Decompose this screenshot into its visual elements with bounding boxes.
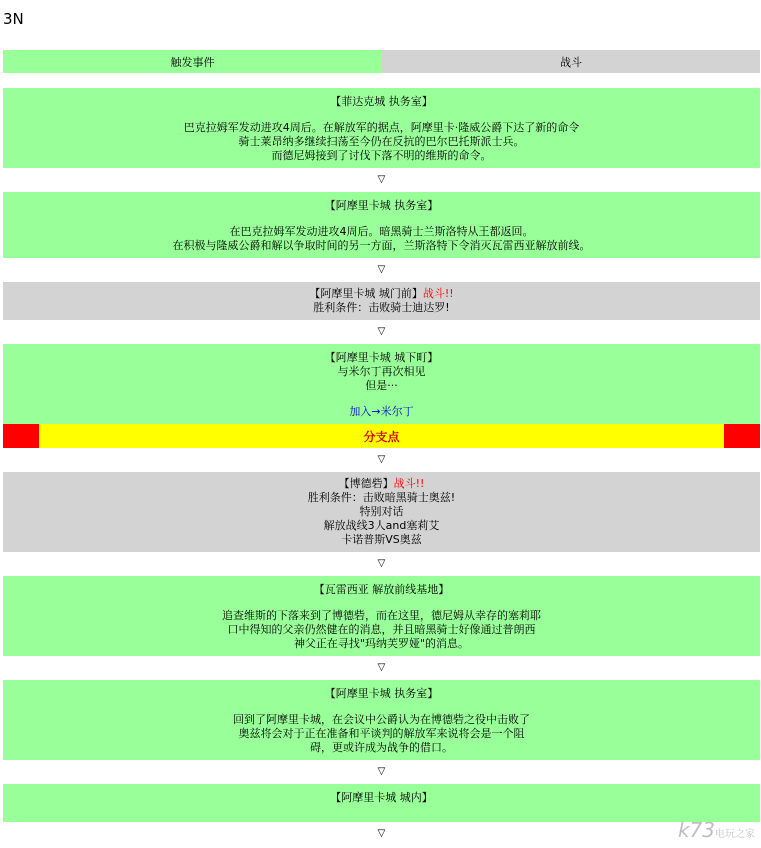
branch-point-bar <box>3 424 760 448</box>
battle-block-bord-fort <box>3 472 760 552</box>
battle-marker: 战斗!! <box>393 477 425 490</box>
event-text-line: 神父正在寻找"玛纳芙罗娅"的消息。 <box>293 637 470 650</box>
event-text-line: 碍，更或许成为战争的借口。 <box>310 741 453 754</box>
victory-condition: 胜利条件：击败暗黑骑士奥兹! <box>307 491 456 504</box>
event-title: 【阿摩里卡城 执务室】 <box>324 687 439 700</box>
event-text-line: 与米尔丁再次相见 <box>337 365 426 378</box>
event-title: 【阿摩里卡城 城下町】 <box>324 351 439 364</box>
event-text-line: 回到了阿摩里卡城，在会议中公爵认为在博德砦之役中击败了 <box>233 713 530 726</box>
event-text-line: 巴克拉姆军发动进攻4周后。在解放军的据点，阿摩里卡·隆威公爵下达了新的命令 <box>183 121 580 134</box>
event-text-line: 在积极与隆威公爵和解以争取时间的另一方面，兰斯洛特下令消灭瓦雷西亚解放前线。 <box>172 239 591 252</box>
page-heading: 3N <box>3 10 24 28</box>
watermark-sub: 电玩之家 <box>715 829 755 840</box>
event-text-line: 追查维斯的下落来到了博德砦，而在这里，德尼姆从幸存的塞莉耶 <box>222 609 541 622</box>
event-text-line: 在巴克拉姆军发动进攻4周后。暗黑骑士兰斯洛特从王都返回。 <box>229 225 534 238</box>
event-title: 【阿摩里卡城 执务室】 <box>324 199 439 212</box>
event-block-fidak-office <box>3 88 760 168</box>
event-title <box>3 287 760 301</box>
event-text-line: 而德尼姆接到了讨伐下落不明的维斯的命令。 <box>271 149 492 162</box>
event-block-amorica-town <box>3 344 760 424</box>
branch-left-marker <box>3 424 39 448</box>
tab-bar <box>3 50 760 73</box>
battle-marker: 战斗!! <box>422 287 454 300</box>
branch-point-label: 分支点 <box>363 429 400 444</box>
event-location: 【阿摩里卡城 城门前】 <box>309 287 423 300</box>
tab-trigger-events[interactable]: 触发事件 <box>3 50 382 73</box>
flow-arrow-icon: ▽ <box>377 174 386 185</box>
flow-arrow-icon: ▽ <box>377 264 386 275</box>
event-title: 【瓦雷西亚 解放前线基地】 <box>313 583 450 596</box>
flow-arrow-icon: ▽ <box>377 454 386 465</box>
victory-condition: 胜利条件：击败骑士迪达罗! <box>313 301 450 314</box>
event-title <box>3 477 760 491</box>
watermark-brand: k73 <box>677 818 715 842</box>
watermark-logo <box>678 818 755 842</box>
event-text-line: 奥兹将会对于正在准备和平谈判的解放军来说将会是一个阻 <box>238 727 525 740</box>
event-text-line: 但是··· <box>365 379 398 392</box>
event-block-amorica-office-2 <box>3 680 760 760</box>
event-text-line: 骑士莱昂纳多继续扫荡至今仍在反抗的巴尔巴托斯派士兵。 <box>238 135 525 148</box>
flow-arrow-icon: ▽ <box>377 766 386 777</box>
battle-block-amorica-gate <box>3 282 760 320</box>
event-text-line: 卡诺普斯VS奥兹 <box>341 533 422 546</box>
event-location: 【博德砦】 <box>338 477 394 490</box>
event-text-line: 特别对话 <box>359 505 404 518</box>
flow-arrow-icon: ▽ <box>377 558 386 569</box>
flow-arrow-icon: ▽ <box>377 326 386 337</box>
event-title: 【阿摩里卡城 城内】 <box>330 791 433 804</box>
tab-battle[interactable]: 战斗 <box>382 50 760 73</box>
flow-arrow-icon: ▽ <box>377 828 386 839</box>
event-block-valeria-base <box>3 576 760 656</box>
event-text-line: 解放战线3人and塞莉艾 <box>323 519 440 532</box>
event-text-line: 口中得知的父亲仍然健在的消息，并且暗黑骑士好像通过普朗西 <box>227 623 536 636</box>
join-member-link[interactable]: 加入→米尔丁 <box>349 405 414 418</box>
event-block-amorica-office <box>3 192 760 258</box>
branch-right-marker <box>724 424 760 448</box>
flow-arrow-icon: ▽ <box>377 662 386 673</box>
event-block-amorica-castle <box>3 784 760 822</box>
event-title: 【菲达克城 执务室】 <box>330 95 433 108</box>
